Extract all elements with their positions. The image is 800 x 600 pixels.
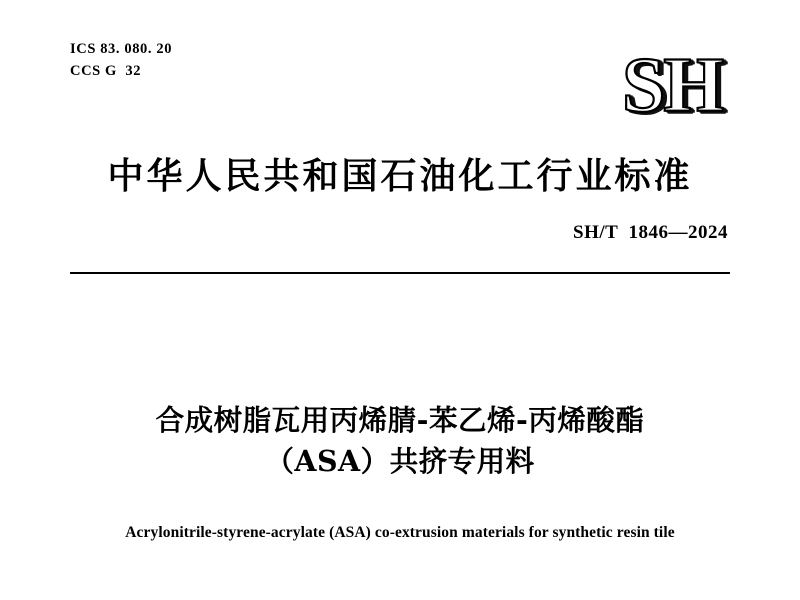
document-title-line1: 合成树脂瓦用丙烯腈-苯乙烯-丙烯酸酯 (155, 403, 645, 437)
sh-logo: SH (621, 41, 722, 128)
issuing-body-title: 中华人民共和国石油化工行业标准 (107, 155, 693, 197)
document-title-english: Acrylonitrile-styrene-acrylate (ASA) co-extrusion materials for synthetic resin tile (125, 524, 675, 541)
document-title (60, 400, 740, 483)
document-title-line2: （ASA）共挤专用料 (265, 444, 535, 479)
ccs-code: CCS G 32 (70, 63, 142, 80)
ics-code: ICS 83. 080. 20 (70, 41, 173, 57)
classification-codes (70, 38, 172, 83)
standard-number: SH/T 1846—2024 (573, 222, 728, 243)
horizontal-divider (70, 272, 730, 274)
